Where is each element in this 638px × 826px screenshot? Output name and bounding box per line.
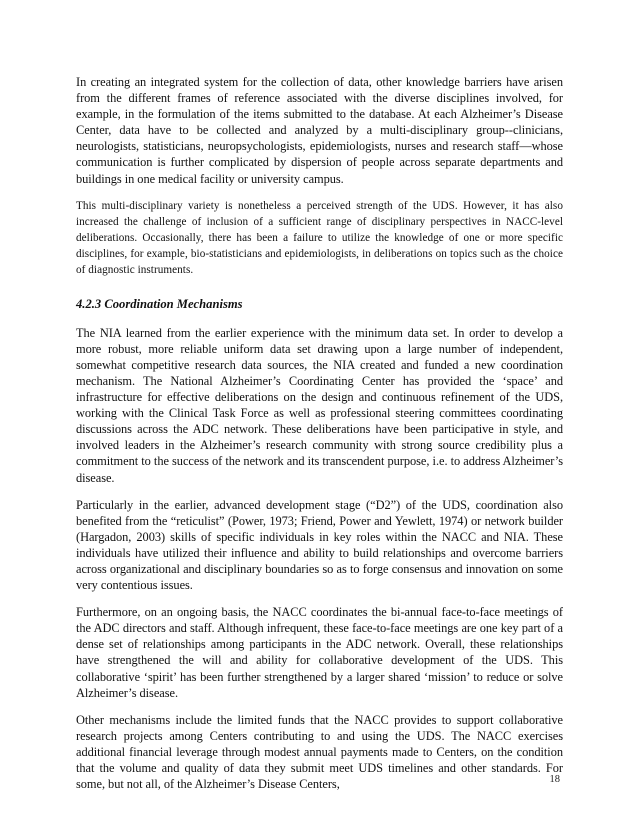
intro-paragraph: In creating an integrated system for the collection of data, other knowledge barriers have arisen from the different frames of reference associated with the diverse disciplines involved, for example, in the formulation of the items submitted to the database. At each Alzheimer’s Disease Center, data have to be collected and analyzed by a multi-disciplinary group--clinicians, neurologists, statisticians, neuropsychologists, epidemiologists, nurses and research staff—whose communication is further complicated by dispersion of people across separate departments and buildings in one medical facility or university campus. bbox=[76, 75, 563, 186]
body-paragraph: The NIA learned from the earlier experience with the minimum data set. In order to develop a more robust, more reliable uniform data set drawing upon a large number of independent, somewhat competitive research data sources, the NIA created and funded a new coordination mechanism. The National Alzheimer’s Coordinating Center has provided the ‘space’ and infrastructure for effective deliberations on the design and continuous refinement of the UDS, working with the Clinical Task Force as well as professional steering committees coordinating discussions across the ADC network. These deliberations have been participative in style, and involved leaders in the Alzheimer’s research community with strong source credibility plus a commitment to the success of the network and its transcendent purpose, i.e. to address Alzheimer’s disease. bbox=[76, 325, 563, 485]
body-paragraph: Particularly in the earlier, advanced development stage (“D2”) of the UDS, coordination also benefited from the “reticulist” (Power, 1973; Friend, Power and Yewlett, 1974) or network builder (Hargadon, 2003) skills of specific individuals in key roles within the NACC and NIA. These individuals have utilized their influence and ability to build relationships and overcome barriers across organizational and disciplinary boundaries so as to forge consensus and innovation on some very contentious issues. bbox=[76, 497, 563, 593]
body-paragraph: Furthermore, on an ongoing basis, the NACC coordinates the bi-annual face-to-face meetings of the ADC directors and staff. Although infrequent, these face-to-face meetings are one key part of a dense set of relationships among participants in the ADC network. Overall, these relationships have strengthened the will and ability for collaborative development of the UDS. This collaborative ‘spirit’ has been further strengthened by a larger shared ‘mission’ to reduce or solve Alzheimer’s disease. bbox=[76, 605, 563, 700]
section-heading: 4.2.3 Coordination Mechanisms bbox=[76, 296, 243, 311]
body-paragraph: Other mechanisms include the limited funds that the NACC provides to support collaborative research projects among Centers contributing to and using the UDS. The NACC exercises additional financial leverage through modest annual payments made to Centers, on the condition that the volume and quality of data they submit meet UDS timelines and other standards. For some, but not all, of the Alzheimer’s Disease Centers, bbox=[76, 712, 563, 792]
intro-paragraph: This multi-disciplinary variety is nonetheless a perceived strength of the UDS. However, it has also increased the challenge of inclusion of a sufficient range of disciplinary perspectives in NACC-level deliberations. Occasionally, there has been a failure to utilize the knowledge of one or more specific disciplines, for example, bio-statisticians and epidemiologists, in deliberations on topics such as the choice of diagnostic instruments. bbox=[76, 199, 563, 277]
page-number: 18 bbox=[549, 774, 560, 785]
document-page bbox=[76, 74, 563, 792]
